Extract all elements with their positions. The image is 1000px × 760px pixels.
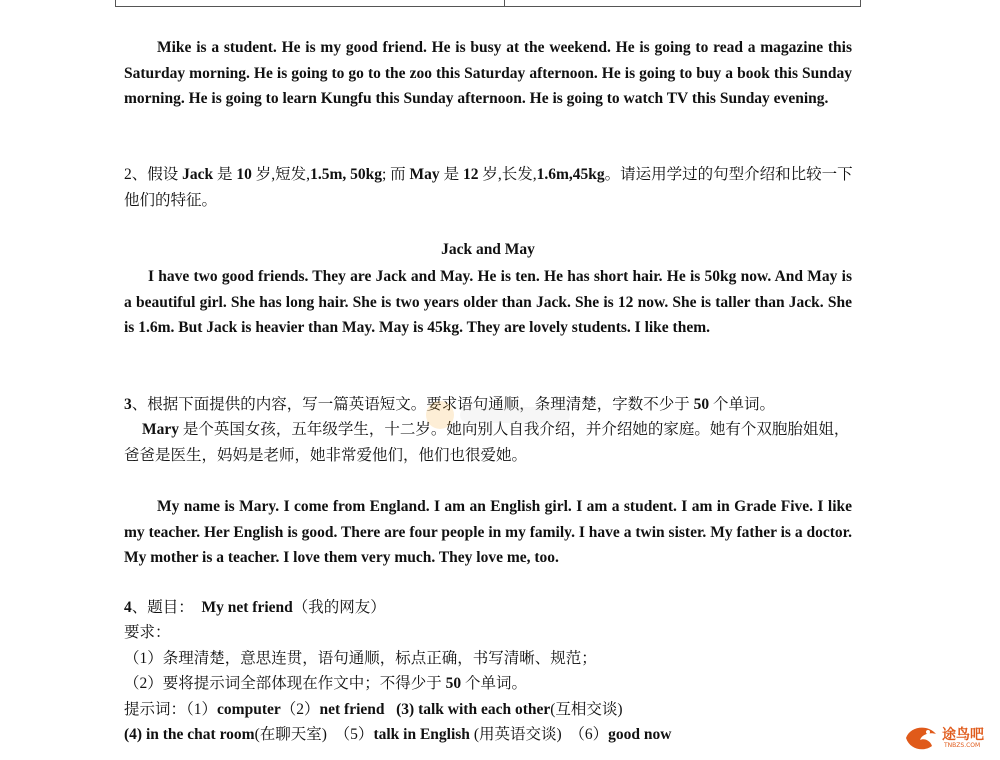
site-logo (902, 720, 992, 754)
question-4-hints-line1: 提示词：（1）computer（2）net friend (3) talk with each other(互相交谈) (124, 701, 623, 718)
question-4-title: 4、题目： My net friend（我的网友） (124, 599, 386, 616)
bird-logo-icon (902, 720, 942, 754)
question-3-line1: 3、根据下面提供的内容，写一篇英语短文。要求语句通顺，条理清楚，字数不少于 50 个单词。 (124, 396, 776, 413)
question-4-requirement-2: （2）要将提示词全部体现在作文中；不得少于 50 个单词。 (124, 675, 528, 692)
logo-text: 途鸟吧 (942, 727, 984, 743)
question-4-requirements-label: 要求： (124, 624, 171, 641)
watermark-logo (420, 395, 580, 435)
question-4-hints-line2: (4) in the chat room(在聊天室) （5）talk in English (用英语交谈) （6）good now (124, 726, 672, 743)
essay-title-jack-and-may: Jack and May (441, 241, 535, 258)
logo-subtext: TNBZS.COM (944, 742, 981, 749)
essay-jack-and-may: I have two good friends. They are Jack and May. He is ten. He has short hair. He is 50kg now. And May is a beautiful girl. She has long hair. She is two years older than Jack. She is 12 now. She is taller than Jack. She is 1.6m. But Jack is heavier than May. May is 45kg. They are lovely students. I like them. (124, 268, 852, 336)
question-4-requirement-1: （1）条理清楚，意思连贯，语句通顺，标点正确，书写清晰、规范； (124, 650, 597, 667)
essay-mike: Mike is a student. He is my good friend. He is busy at the weekend. He is going to read a magazine this Saturday morning. He is going to go to the zoo this Saturday afternoon. He is going to buy a book this Sunday morning. He is going to learn Kungfu this Sunday afternoon. He is going to watch TV this Sunday evening. (124, 39, 852, 107)
essay-mary: My name is Mary. I come from England. I am an English girl. I am a student. I am in Grade Five. I like my teacher. Her English is good. There are four people in my family. I have a twin sister. My father is a doctor. My mother is a teacher. I love them very much. They love me, too. (124, 498, 852, 566)
question-2: 2、假设 Jack 是 10 岁,短发,1.5m, 50kg; 而 May 是 12 岁,长发,1.6m,45kg。请运用学过的句型介绍和比较一下他们的特征。 (124, 166, 853, 209)
table-divider (504, 0, 505, 6)
table-bottom-edge (115, 0, 861, 7)
question-3-description: Mary 是个英国女孩，五年级学生，十二岁。她向别人自我介绍，并介绍她的家庭。她有个双胞胎姐姐，爸爸是医生，妈妈是老师，她非常爱他们，他们也很爱她。 (124, 421, 850, 464)
